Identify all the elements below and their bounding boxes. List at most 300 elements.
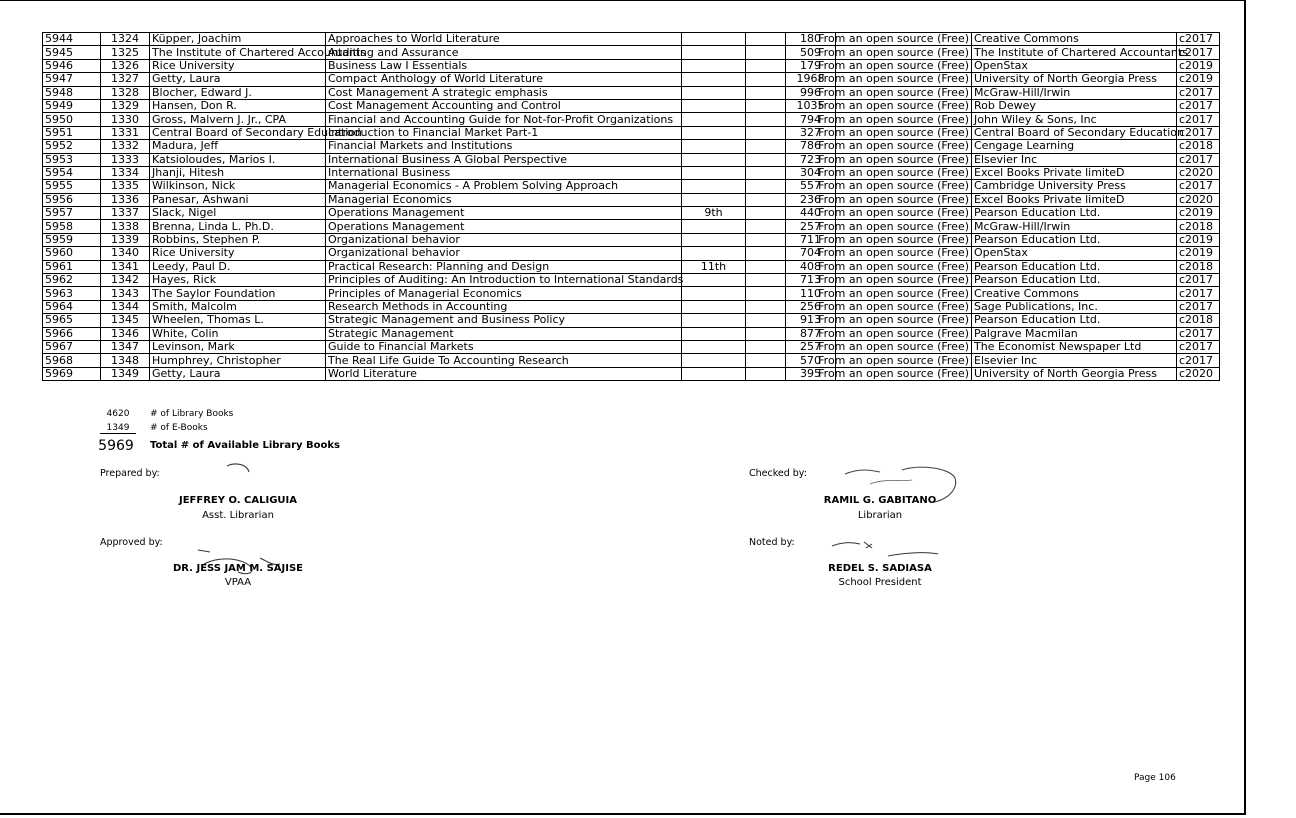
cell-publisher: OpenStax [972,247,1177,260]
table-row [43,153,1220,166]
cell-volume [746,86,786,99]
cell-title: Organizational behavior [326,247,682,260]
cell-pages: 179 [786,59,836,72]
cell-edition [682,33,746,46]
cell-edition [682,153,746,166]
ebooks-count: 1349 [100,423,136,434]
cell-source: From an open source (Free) [836,193,972,206]
cell-source: From an open source (Free) [836,166,972,179]
cell-author: Getty, Laura [150,367,326,380]
cell-author: Smith, Malcolm [150,300,326,313]
cell-accession-no: 5963 [43,287,101,300]
cell-author: Jhanji, Hitesh [150,166,326,179]
prepared-by-label: Prepared by: [100,468,160,479]
cell-publisher: Creative Commons [972,33,1177,46]
cell-publisher: Creative Commons [972,287,1177,300]
cell-title: Principles of Auditing: An Introduction to International Standards [326,274,682,287]
cell-ebook-no: 1329 [101,99,150,112]
cell-ebook-no: 1342 [101,274,150,287]
cell-source: From an open source (Free) [836,46,972,59]
cell-publisher: Palgrave Macmilan [972,327,1177,340]
cell-year: c2017 [1177,340,1220,353]
cell-ebook-no: 1325 [101,46,150,59]
cell-source: From an open source (Free) [836,274,972,287]
cell-publisher: Central Board of Secondary Education [972,126,1177,139]
cell-title: International Business A Global Perspective [326,153,682,166]
cell-edition [682,86,746,99]
cell-edition [682,180,746,193]
cell-edition [682,287,746,300]
cell-pages: 408 [786,260,836,273]
cell-author: Humphrey, Christopher [150,354,326,367]
cell-pages: 570 [786,354,836,367]
cell-title: Principles of Managerial Economics [326,287,682,300]
cell-author: White, Colin [150,327,326,340]
cell-title: Organizational behavior [326,233,682,246]
cell-title: International Business [326,166,682,179]
cell-edition [682,327,746,340]
approved-by-label: Approved by: [100,537,163,548]
cell-accession-no: 5945 [43,46,101,59]
cell-pages: 395 [786,367,836,380]
cell-volume [746,247,786,260]
cell-pages: 794 [786,113,836,126]
cell-source: From an open source (Free) [836,340,972,353]
cell-volume [746,260,786,273]
cell-accession-no: 5966 [43,327,101,340]
cell-ebook-no: 1345 [101,314,150,327]
table-row [43,314,1220,327]
cell-source: From an open source (Free) [836,233,972,246]
cell-source: From an open source (Free) [836,59,972,72]
table-row [43,73,1220,86]
cell-year: c2020 [1177,193,1220,206]
cell-accession-no: 5956 [43,193,101,206]
table-row [43,86,1220,99]
cell-volume [746,300,786,313]
cell-source: From an open source (Free) [836,207,972,220]
cell-ebook-no: 1343 [101,287,150,300]
cell-ebook-no: 1341 [101,260,150,273]
cell-year: c2017 [1177,180,1220,193]
cell-publisher: The Economist Newspaper Ltd [972,340,1177,353]
cell-source: From an open source (Free) [836,99,972,112]
cell-source: From an open source (Free) [836,247,972,260]
cell-year: c2017 [1177,33,1220,46]
cell-author: The Institute of Chartered Accountants [150,46,326,59]
cell-title: Financial Markets and Institutions [326,140,682,153]
cell-volume [746,126,786,139]
cell-year: c2017 [1177,46,1220,59]
cell-edition: 9th [682,207,746,220]
noted-by-title: School President [838,577,922,588]
total-count: 5969 [98,438,134,454]
cell-ebook-no: 1346 [101,327,150,340]
cell-edition [682,126,746,139]
table-row [43,220,1220,233]
table-row [43,140,1220,153]
cell-pages: 996 [786,86,836,99]
cell-volume [746,220,786,233]
cell-accession-no: 5950 [43,113,101,126]
table-row [43,166,1220,179]
cell-year: c2018 [1177,220,1220,233]
cell-year: c2017 [1177,99,1220,112]
cell-volume [746,46,786,59]
cell-author: Brenna, Linda L. Ph.D. [150,220,326,233]
cell-accession-no: 5954 [43,166,101,179]
cell-year: c2017 [1177,287,1220,300]
cell-publisher: Pearson Education Ltd. [972,260,1177,273]
cell-ebook-no: 1330 [101,113,150,126]
cell-source: From an open source (Free) [836,300,972,313]
cell-accession-no: 5965 [43,314,101,327]
total-summary [96,438,340,454]
cell-pages: 786 [786,140,836,153]
library-books-count: 4620 [106,409,130,419]
prepared-by-title: Asst. Librarian [202,510,274,521]
cell-title: Introduction to Financial Market Part-1 [326,126,682,139]
cell-edition [682,166,746,179]
cell-author: Wilkinson, Nick [150,180,326,193]
table-row [43,287,1220,300]
cell-title: Guide to Financial Markets [326,340,682,353]
page-number: Page 106 [1134,773,1176,783]
cell-title: Research Methods in Accounting [326,300,682,313]
cell-pages: 236 [786,193,836,206]
book-inventory-table [42,32,1220,381]
ebooks-summary [100,423,208,434]
table-row [43,59,1220,72]
cell-edition [682,300,746,313]
approved-by-title: VPAA [224,577,252,588]
cell-edition [682,113,746,126]
cell-year: c2017 [1177,153,1220,166]
cell-edition [682,340,746,353]
approved-by-name: DR. JESS JAM M. SAJISE [173,563,303,574]
cell-volume [746,180,786,193]
cell-edition [682,314,746,327]
cell-ebook-no: 1340 [101,247,150,260]
noted-by-label: Noted by: [749,537,795,548]
cell-volume [746,274,786,287]
cell-volume [746,153,786,166]
table-row [43,126,1220,139]
cell-source: From an open source (Free) [836,367,972,380]
cell-source: From an open source (Free) [836,140,972,153]
cell-accession-no: 5952 [43,140,101,153]
cell-author: Central Board of Secondary Education [150,126,326,139]
cell-pages: 1035 [786,99,836,112]
cell-publisher: Cengage Learning [972,140,1177,153]
cell-accession-no: 5951 [43,126,101,139]
cell-title: Operations Management [326,207,682,220]
table-row [43,113,1220,126]
cell-edition [682,59,746,72]
cell-accession-no: 5969 [43,367,101,380]
cell-source: From an open source (Free) [836,153,972,166]
cell-source: From an open source (Free) [836,314,972,327]
cell-year: c2017 [1177,354,1220,367]
cell-author: Slack, Nigel [150,207,326,220]
cell-source: From an open source (Free) [836,220,972,233]
cell-source: From an open source (Free) [836,86,972,99]
ebooks-label: # of E-Books [150,423,208,433]
cell-publisher: University of North Georgia Press [972,367,1177,380]
table-row [43,46,1220,59]
cell-accession-no: 5947 [43,73,101,86]
cell-title: Financial and Accounting Guide for Not-for-Profit Organizations [326,113,682,126]
cell-publisher: Excel Books Private limiteD [972,166,1177,179]
cell-accession-no: 5960 [43,247,101,260]
total-label: Total # of Available Library Books [150,440,340,451]
cell-publisher: Elsevier Inc [972,153,1177,166]
cell-year: c2017 [1177,113,1220,126]
cell-accession-no: 5948 [43,86,101,99]
checked-by-label: Checked by: [749,468,807,479]
cell-accession-no: 5944 [43,33,101,46]
cell-year: c2018 [1177,314,1220,327]
cell-year: c2018 [1177,140,1220,153]
cell-volume [746,59,786,72]
cell-pages: 723 [786,153,836,166]
cell-edition [682,140,746,153]
cell-source: From an open source (Free) [836,33,972,46]
checked-by-title: Librarian [857,510,903,521]
cell-title: Practical Research: Planning and Design [326,260,682,273]
cell-volume [746,233,786,246]
cell-volume [746,207,786,220]
cell-year: c2017 [1177,126,1220,139]
cell-title: The Real Life Guide To Accounting Research [326,354,682,367]
cell-author: Rice University [150,59,326,72]
cell-year: c2020 [1177,367,1220,380]
cell-ebook-no: 1331 [101,126,150,139]
cell-title: Compact Anthology of World Literature [326,73,682,86]
cell-author: Gross, Malvern J. Jr., CPA [150,113,326,126]
cell-pages: 1968 [786,73,836,86]
cell-year: c2019 [1177,59,1220,72]
cell-ebook-no: 1327 [101,73,150,86]
cell-title: Cost Management A strategic emphasis [326,86,682,99]
cell-volume [746,327,786,340]
cell-publisher: OpenStax [972,59,1177,72]
cell-source: From an open source (Free) [836,287,972,300]
cell-year: c2017 [1177,86,1220,99]
cell-title: Strategic Management [326,327,682,340]
table-row [43,300,1220,313]
cell-year: c2017 [1177,274,1220,287]
cell-author: Rice University [150,247,326,260]
cell-author: Leedy, Paul D. [150,260,326,273]
table-row [43,233,1220,246]
cell-author: Katsioloudes, Marios I. [150,153,326,166]
cell-publisher: McGraw-Hill/Irwin [972,86,1177,99]
cell-year: c2017 [1177,327,1220,340]
cell-source: From an open source (Free) [836,180,972,193]
cell-accession-no: 5961 [43,260,101,273]
cell-ebook-no: 1324 [101,33,150,46]
table-row [43,367,1220,380]
cell-publisher: Elsevier Inc [972,354,1177,367]
cell-volume [746,314,786,327]
cell-accession-no: 5967 [43,340,101,353]
cell-year: c2019 [1177,73,1220,86]
cell-title: Operations Management [326,220,682,233]
cell-source: From an open source (Free) [836,126,972,139]
cell-publisher: Sage Publications, Inc. [972,300,1177,313]
cell-pages: 304 [786,166,836,179]
cell-pages: 509 [786,46,836,59]
cell-author: Blocher, Edward J. [150,86,326,99]
cell-author: Hansen, Don R. [150,99,326,112]
cell-year: c2020 [1177,166,1220,179]
cell-publisher: Excel Books Private limiteD [972,193,1177,206]
table-row [43,274,1220,287]
cell-source: From an open source (Free) [836,260,972,273]
cell-pages: 110 [786,287,836,300]
cell-edition: 11th [682,260,746,273]
table-row [43,247,1220,260]
table-row [43,99,1220,112]
cell-accession-no: 5962 [43,274,101,287]
cell-source: From an open source (Free) [836,113,972,126]
cell-edition [682,73,746,86]
cell-publisher: Rob Dewey [972,99,1177,112]
noted-by-name: REDEL S. SADIASA [828,563,932,574]
cell-pages: 257 [786,340,836,353]
cell-author: Levinson, Mark [150,340,326,353]
cell-publisher: Pearson Education Ltd. [972,314,1177,327]
cell-publisher: The Institute of Chartered Accountants [972,46,1177,59]
cell-pages: 557 [786,180,836,193]
cell-accession-no: 5959 [43,233,101,246]
cell-ebook-no: 1339 [101,233,150,246]
cell-author: Hayes, Rick [150,274,326,287]
cell-pages: 327 [786,126,836,139]
cell-ebook-no: 1334 [101,166,150,179]
cell-volume [746,193,786,206]
cell-accession-no: 5968 [43,354,101,367]
cell-edition [682,46,746,59]
cell-pages: 180 [786,33,836,46]
cell-ebook-no: 1328 [101,86,150,99]
cell-author: The Saylor Foundation [150,287,326,300]
cell-accession-no: 5953 [43,153,101,166]
cell-publisher: Cambridge University Press [972,180,1177,193]
cell-accession-no: 5949 [43,99,101,112]
cell-volume [746,166,786,179]
cell-volume [746,99,786,112]
cell-author: Madura, Jeff [150,140,326,153]
prepared-signature [225,462,255,476]
cell-title: Approaches to World Literature [326,33,682,46]
table-row [43,260,1220,273]
cell-ebook-no: 1332 [101,140,150,153]
cell-author: Robbins, Stephen P. [150,233,326,246]
cell-ebook-no: 1336 [101,193,150,206]
cell-publisher: John Wiley & Sons, Inc [972,113,1177,126]
cell-ebook-no: 1326 [101,59,150,72]
cell-year: c2019 [1177,233,1220,246]
cell-ebook-no: 1349 [101,367,150,380]
cell-volume [746,33,786,46]
table-row [43,327,1220,340]
cell-accession-no: 5957 [43,207,101,220]
cell-source: From an open source (Free) [836,354,972,367]
cell-edition [682,354,746,367]
cell-pages: 440 [786,207,836,220]
cell-volume [746,140,786,153]
cell-author: Getty, Laura [150,73,326,86]
cell-volume [746,367,786,380]
library-books-summary [100,409,233,419]
cell-ebook-no: 1348 [101,354,150,367]
cell-volume [746,287,786,300]
cell-accession-no: 5946 [43,59,101,72]
cell-edition [682,220,746,233]
cell-pages: 256 [786,300,836,313]
cell-volume [746,340,786,353]
cell-year: c2017 [1177,300,1220,313]
cell-volume [746,73,786,86]
cell-pages: 877 [786,327,836,340]
cell-pages: 711 [786,233,836,246]
cell-year: c2019 [1177,207,1220,220]
cell-title: Managerial Economics - A Problem Solving Approach [326,180,682,193]
library-books-label: # of Library Books [150,409,234,419]
cell-pages: 257 [786,220,836,233]
cell-title: Strategic Management and Business Policy [326,314,682,327]
cell-edition [682,193,746,206]
cell-pages: 704 [786,247,836,260]
cell-source: From an open source (Free) [836,73,972,86]
cell-publisher: Pearson Education Ltd. [972,207,1177,220]
cell-publisher: University of North Georgia Press [972,73,1177,86]
cell-author: Wheelen, Thomas L. [150,314,326,327]
cell-publisher: Pearson Education Ltd. [972,233,1177,246]
table-row [43,193,1220,206]
table-row [43,340,1220,353]
cell-ebook-no: 1335 [101,180,150,193]
table-row [43,207,1220,220]
cell-source: From an open source (Free) [836,327,972,340]
cell-volume [746,354,786,367]
cell-pages: 713 [786,274,836,287]
noted-signature [828,538,943,560]
cell-ebook-no: 1344 [101,300,150,313]
cell-author: Küpper, Joachim [150,33,326,46]
cell-edition [682,233,746,246]
cell-year: c2018 [1177,260,1220,273]
cell-accession-no: 5958 [43,220,101,233]
checked-by-name: RAMIL G. GABITANO [823,495,937,506]
cell-title: Auditing and Assurance [326,46,682,59]
table-row [43,354,1220,367]
cell-accession-no: 5955 [43,180,101,193]
cell-publisher: Pearson Education Ltd. [972,274,1177,287]
cell-edition [682,247,746,260]
cell-ebook-no: 1338 [101,220,150,233]
prepared-by-name: JEFFREY O. CALIGUIA [179,495,297,506]
cell-pages: 913 [786,314,836,327]
inventory-body [43,33,1220,381]
cell-ebook-no: 1333 [101,153,150,166]
table-row [43,33,1220,46]
cell-title: Business Law I Essentials [326,59,682,72]
table-row [43,180,1220,193]
cell-edition [682,274,746,287]
